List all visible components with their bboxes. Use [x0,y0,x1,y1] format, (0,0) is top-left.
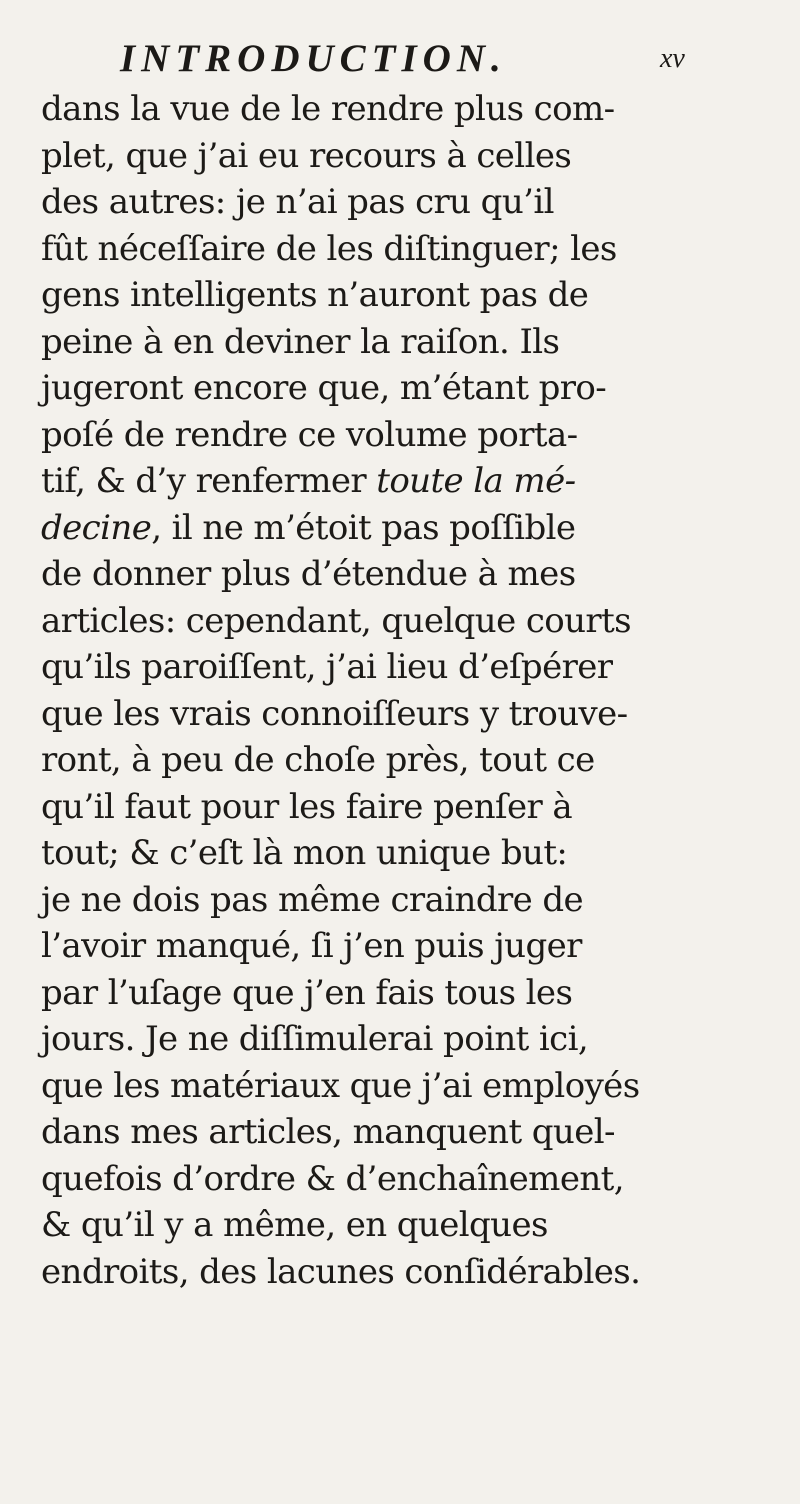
text-line: ront, à peu de choſe près, tout ce [41,740,595,780]
text-line: gens intelligents n’auront pas de [41,275,589,315]
text-line: endroits, des lacunes conſidérables. [41,1251,641,1292]
text-line: peine à en deviner la raiſon. Ils [41,321,560,362]
text-line: plet, que j’ai eu recours à celles [41,135,572,176]
text-segment: tif, & d’y renfermer [41,461,367,501]
text-line [41,505,800,552]
text-line: je ne dois pas même craindre de [41,879,584,920]
page-header [120,34,790,84]
text-line: par l’uſage que j’en fais tous les [41,972,573,1013]
text-line [41,458,800,505]
italic-segment: toute la mé- [376,461,576,501]
text-line: l’avoir manqué, ſi j’en puis juger [41,926,582,966]
text-line: tout; & c’eſt là mon unique but: [41,833,568,873]
text-line: dans la vue de le rendre plus com- [41,89,615,129]
text-line: que les matériaux que j’ai employés [41,1065,640,1106]
text-line: qu’ils paroiſſent, j’ai lieu d’eſpérer [41,647,613,687]
body-text [41,86,800,1295]
text-line: poſé de rendre ce volume porta- [41,414,578,455]
text-line: articles: cependant, quelque courts [41,600,631,641]
text-line: jugeront encore que, m’étant pro- [41,368,607,408]
text-line: quefois d’ordre & d’enchaînement, [41,1158,624,1199]
text-line: que les vrais connoiſſeurs y trouve- [41,693,628,734]
text-line: fût néceſſaire de les diſtinguer; les [41,228,617,269]
running-title: INTRODUCTION. [120,37,507,80]
text-segment: , il ne m’étoit pas poſſible [151,507,576,548]
page-number: xv [660,43,685,74]
text-line: des autres: je n’ai pas cru qu’il [41,182,554,222]
text-line: de donner plus d’étendue à mes [41,554,576,594]
text-line: dans mes articles, manquent quel- [41,1112,615,1152]
text-line: & qu’il y a même, en quelques [41,1205,548,1245]
text-line: jours. Je ne diſſimulerai point ici, [41,1019,589,1059]
italic-segment: decine [41,507,152,548]
text-line: qu’il faut pour les faire penſer à [41,786,573,827]
